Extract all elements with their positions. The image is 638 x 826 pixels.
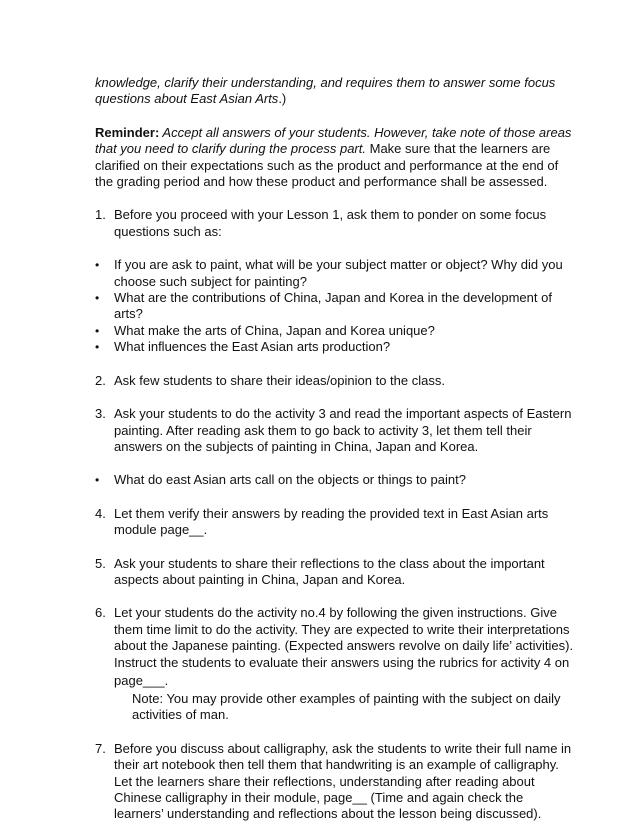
bullet-text: What do east Asian arts call on the objects or things to paint?	[114, 472, 466, 488]
bullet-icon: •	[95, 473, 100, 488]
reminder-paragraph	[95, 125, 575, 191]
step-item	[95, 741, 575, 823]
bullet-icon: •	[95, 291, 100, 306]
step-number: 2.	[95, 372, 106, 388]
bullet-item	[95, 290, 575, 323]
reminder-text: Make sure that the learners are clarified on their expectations such as the product and performance at the end of the grading period and how these product and performance shall be assessed.	[95, 141, 559, 190]
bullet-item	[95, 339, 575, 355]
bullet-item	[95, 323, 575, 339]
bullet-text: What influences the East Asian arts production?	[114, 339, 391, 355]
step-item	[95, 506, 575, 539]
bullet-item	[95, 257, 575, 290]
step-text: Ask your students to share their reflections to the class about the important aspects about painting in China, Japan and Korea.	[114, 555, 545, 587]
bullet-text: What make the arts of China, Japan and Korea unique?	[114, 322, 435, 338]
step-number: 6.	[95, 605, 106, 621]
step-number: 3.	[95, 406, 106, 422]
step-number: 1.	[95, 207, 106, 223]
bullet-item	[95, 472, 575, 488]
bullet-icon: •	[95, 323, 100, 338]
step-text-end: page___.	[114, 672, 169, 688]
intro-paragraph	[95, 75, 575, 108]
bullet-text: If you are ask to paint, what will be your subject matter or object? Why did you choose such subject for painting?	[114, 257, 563, 289]
step-text: Let them verify their answers by reading the provided text in East Asian arts module page__.	[114, 505, 549, 538]
step-number: 4.	[95, 505, 106, 521]
step-text: Before you proceed with your Lesson 1, ask them to ponder on some focus questions such as:	[114, 207, 547, 239]
reminder-italic-text: Accept all answers of your students. However, take note of those areas that you need to clarify during the process part.	[95, 124, 572, 157]
step-text: Before you discuss about calligraphy, ask the students to write their full name in their art notebook then tell them that handwriting is an example of calligraphy. Let the learners share their reflections, understanding after reading about Chinese calligraphy in their module, page__ (Time and again check the learners’ understanding and reflections about the lesson being discussed).	[114, 740, 572, 822]
step-note: Note: You may provide other examples of painting with the subject on daily activities of man.	[132, 690, 561, 723]
step-item	[95, 556, 575, 589]
step-text: Ask few students to share their ideas/opinion to the class.	[114, 372, 445, 388]
intro-tail: .)	[278, 91, 287, 107]
step-item	[95, 406, 575, 455]
bullet-icon: •	[95, 340, 100, 355]
step-text: Ask your students to do the activity 3 and read the important aspects of Eastern painting. After reading ask them to go back to activity 3, let them tell their answers on the subjects of painting in China, Japan and Korea.	[114, 406, 572, 454]
step-item	[95, 373, 575, 389]
document-page	[95, 75, 575, 823]
step-number: 5.	[95, 555, 106, 571]
bullet-icon: •	[95, 258, 100, 273]
bullet-text: What are the contributions of China, Japan and Korea in the development of arts?	[114, 290, 552, 322]
step-number: 7.	[95, 740, 106, 756]
step-item	[95, 605, 575, 691]
step-text: Let your students do the activity no.4 by following the given instructions. Give them time limit to do the activity. They are expected to write their interpretations about the Japanese painting. (Expected answers revolve on daily life’ activities). Instruct the students to evaluate their answers using the rubrics for activity 4 on	[114, 605, 574, 670]
intro-text: knowledge, clarify their understanding, and requires them to answer some focus questions about East Asian Arts	[95, 75, 556, 107]
step-item	[95, 207, 575, 240]
reminder-label: Reminder:	[95, 124, 160, 140]
